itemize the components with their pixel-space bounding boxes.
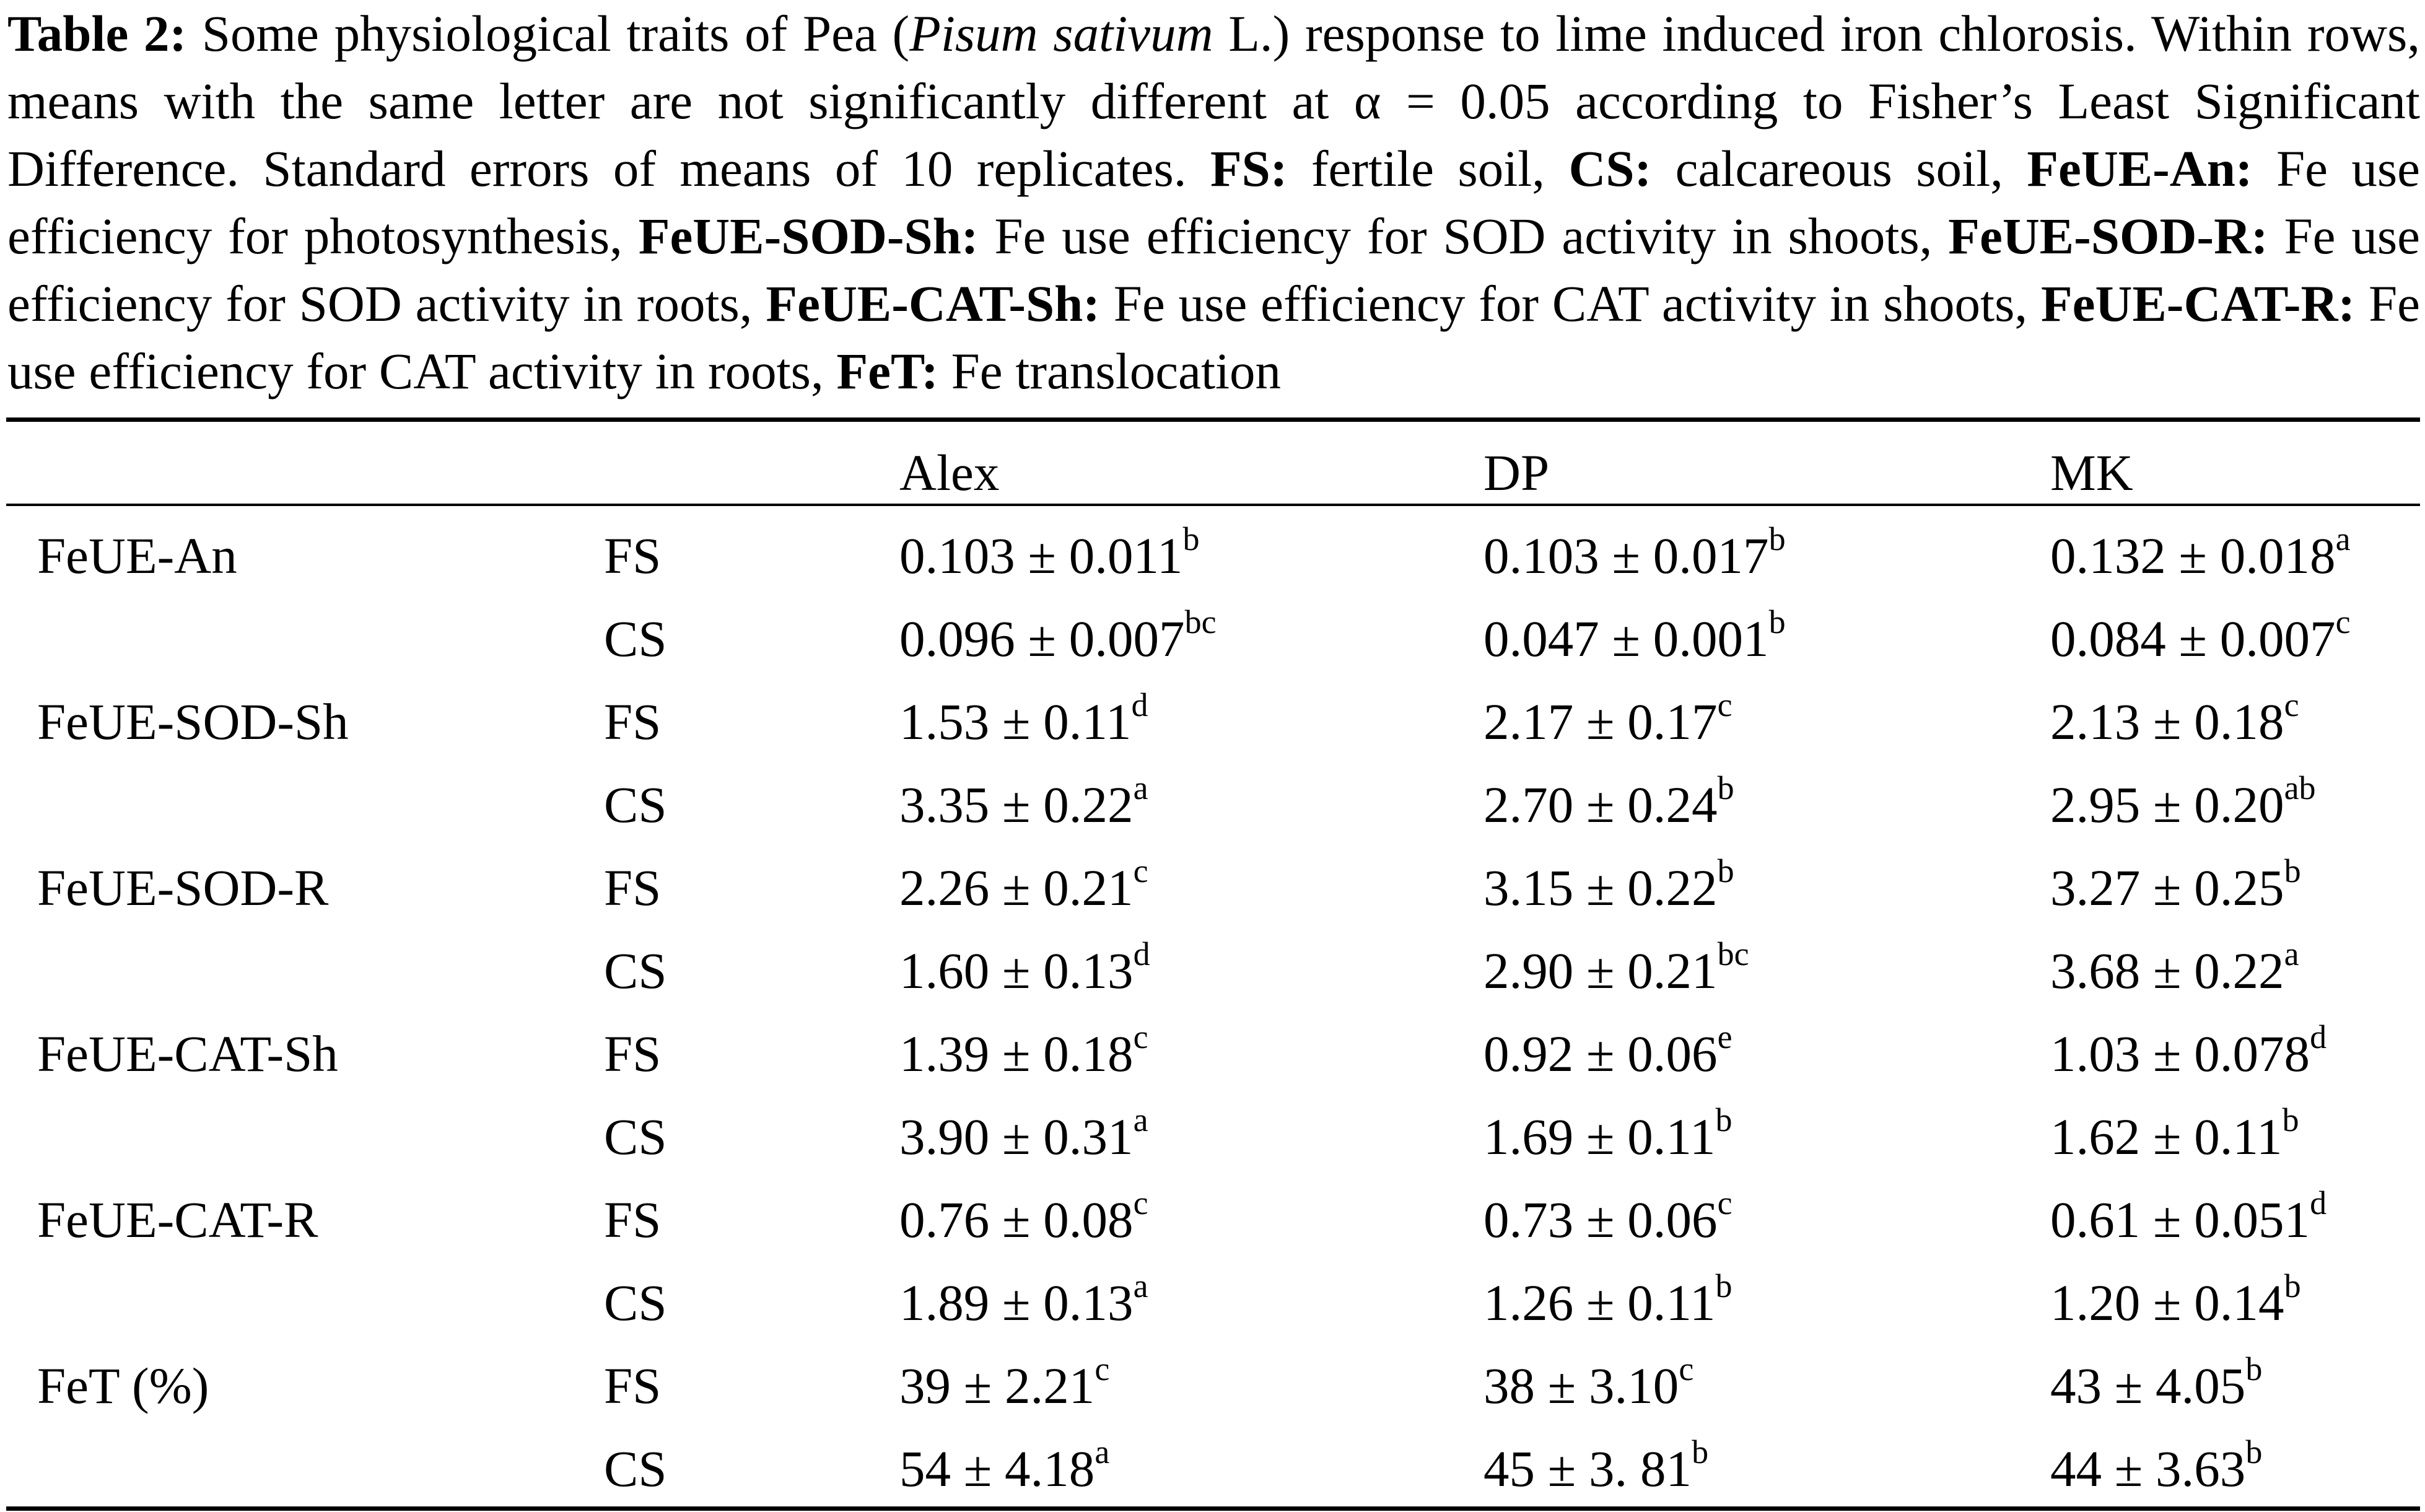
significance-letter: d bbox=[1131, 686, 1148, 724]
table-cell-dp bbox=[1483, 686, 1732, 750]
cell-value: 3.90 ± 0.31 bbox=[899, 1108, 1134, 1165]
row-condition: FS bbox=[604, 859, 662, 916]
table-cell-mk bbox=[2050, 1018, 2327, 1082]
cell-value: 0.103 ± 0.011 bbox=[899, 527, 1183, 584]
significance-letter: b bbox=[2245, 1350, 2263, 1388]
significance-letter: b bbox=[1715, 1101, 1732, 1139]
table-cell-alex bbox=[899, 603, 1217, 667]
caption-text: L.) response to lime induced iron chlorosis. Within rows, means with the same letter are not significantly different at α = 0.05 according to Fisher’s Least Significant Difference. Standard errors of means of 10 replicates. bbox=[7, 5, 2420, 197]
table-header-rule bbox=[6, 504, 2420, 506]
row-label: FeUE-An bbox=[37, 527, 237, 584]
table-cell-mk bbox=[2050, 1350, 2263, 1414]
table-cell-alex bbox=[899, 520, 1200, 584]
row-label: FeUE-CAT-Sh bbox=[37, 1025, 338, 1082]
table-cell-alex bbox=[899, 935, 1150, 999]
significance-letter: d bbox=[2310, 1184, 2327, 1222]
table-cell-alex bbox=[899, 1018, 1148, 1082]
row-label: FeUE-CAT-R bbox=[37, 1191, 318, 1248]
row-condition: CS bbox=[604, 942, 667, 999]
significance-letter: a bbox=[1133, 1101, 1148, 1139]
abbr-definition: Fe use efficiency for SOD activity in roots, bbox=[7, 208, 2420, 332]
row-condition: CS bbox=[604, 1440, 667, 1497]
table-cell-mk bbox=[2050, 686, 2299, 750]
row-condition: CS bbox=[604, 610, 667, 667]
row-condition: FS bbox=[604, 1025, 662, 1082]
table-bottom-rule bbox=[6, 1506, 2420, 1511]
significance-letter: b bbox=[2284, 852, 2301, 890]
significance-letter: e bbox=[1717, 1018, 1732, 1056]
cell-value: 3.35 ± 0.22 bbox=[899, 776, 1134, 833]
significance-letter: c bbox=[1717, 686, 1732, 724]
cell-value: 1.89 ± 0.13 bbox=[899, 1274, 1134, 1331]
significance-letter: c bbox=[1679, 1350, 1694, 1388]
column-header-alex: Alex bbox=[899, 444, 1000, 501]
abbr-definition: Fe use efficiency for photosynthesis, bbox=[7, 140, 2421, 264]
row-label: FeUE-SOD-Sh bbox=[37, 693, 349, 750]
significance-letter: a bbox=[2335, 520, 2351, 558]
table-cell-dp bbox=[1483, 1350, 1694, 1414]
cell-value: 1.60 ± 0.13 bbox=[899, 942, 1134, 999]
table-cell-mk bbox=[2050, 520, 2351, 584]
abbr-term: FeUE-SOD-R: bbox=[1948, 208, 2268, 264]
abbr-definition: Fe use efficiency for CAT activity in roots, bbox=[7, 275, 2420, 400]
cell-value: 0.132 ± 0.018 bbox=[2050, 527, 2336, 584]
row-condition: CS bbox=[604, 1274, 667, 1331]
significance-letter: bc bbox=[1717, 935, 1749, 973]
row-condition: FS bbox=[604, 527, 662, 584]
significance-letter: d bbox=[2310, 1018, 2327, 1056]
cell-value: 2.90 ± 0.21 bbox=[1483, 942, 1718, 999]
cell-value: 54 ± 4.18 bbox=[899, 1440, 1095, 1497]
cell-value: 44 ± 3.63 bbox=[2050, 1440, 2246, 1497]
table-cell-dp bbox=[1483, 1433, 1709, 1497]
caption-label: Table 2: bbox=[7, 5, 187, 62]
abbr-definition: Fe translocation bbox=[938, 343, 1282, 400]
table-cell-mk bbox=[2050, 935, 2299, 999]
column-header-dp: DP bbox=[1483, 444, 1550, 501]
significance-letter: b bbox=[1768, 520, 1786, 558]
cell-value: 1.62 ± 0.11 bbox=[2050, 1108, 2283, 1165]
table-cell-mk bbox=[2050, 1267, 2301, 1331]
table-cell-alex bbox=[899, 1350, 1110, 1414]
table-cell-alex bbox=[899, 852, 1148, 916]
abbr-definition: fertile soil, bbox=[1287, 140, 1569, 197]
cell-value: 0.103 ± 0.017 bbox=[1483, 527, 1769, 584]
significance-letter: ab bbox=[2284, 769, 2316, 807]
table-cell-dp bbox=[1483, 769, 1734, 833]
table-cell-alex bbox=[899, 769, 1148, 833]
abbr-term: FS: bbox=[1210, 140, 1288, 197]
table-cell-alex bbox=[899, 686, 1148, 750]
cell-value: 0.61 ± 0.051 bbox=[2050, 1191, 2310, 1248]
table-cell-mk bbox=[2050, 1433, 2263, 1497]
significance-letter: b bbox=[1715, 1267, 1732, 1305]
table-cell-alex bbox=[899, 1184, 1148, 1248]
cell-value: 0.92 ± 0.06 bbox=[1483, 1025, 1718, 1082]
cell-value: 0.084 ± 0.007 bbox=[2050, 610, 2336, 667]
abbr-term: FeUE-SOD-Sh: bbox=[638, 208, 979, 264]
cell-value: 3.15 ± 0.22 bbox=[1483, 859, 1718, 916]
row-condition: CS bbox=[604, 776, 667, 833]
caption-text: Some physiological traits of Pea ( bbox=[186, 5, 910, 62]
cell-value: 1.26 ± 0.11 bbox=[1483, 1274, 1716, 1331]
cell-value: 1.03 ± 0.078 bbox=[2050, 1025, 2310, 1082]
abbr-term: FeUE-An: bbox=[2027, 140, 2253, 197]
cell-value: 1.20 ± 0.14 bbox=[2050, 1274, 2284, 1331]
table-top-rule bbox=[6, 417, 2420, 422]
table-cell-alex bbox=[899, 1433, 1110, 1497]
cell-value: 0.73 ± 0.06 bbox=[1483, 1191, 1718, 1248]
row-label: FeUE-SOD-R bbox=[37, 859, 329, 916]
table-cell-mk bbox=[2050, 1101, 2299, 1165]
table-cell-dp bbox=[1483, 603, 1786, 667]
cell-value: 0.047 ± 0.001 bbox=[1483, 610, 1769, 667]
significance-letter: b bbox=[1717, 852, 1734, 890]
significance-letter: c bbox=[1133, 1184, 1148, 1222]
significance-letter: c bbox=[1133, 852, 1148, 890]
cell-value: 3.68 ± 0.22 bbox=[2050, 942, 2284, 999]
cell-value: 45 ± 3. 81 bbox=[1483, 1440, 1692, 1497]
table-cell-dp bbox=[1483, 852, 1734, 916]
abbr-term: CS: bbox=[1568, 140, 1652, 197]
table-cell-alex bbox=[899, 1267, 1148, 1331]
table-cell-dp bbox=[1483, 1018, 1732, 1082]
significance-letter: c bbox=[1717, 1184, 1732, 1222]
cell-value: 2.13 ± 0.18 bbox=[2050, 693, 2284, 750]
cell-value: 0.096 ± 0.007 bbox=[899, 610, 1185, 667]
significance-letter: b bbox=[2284, 1267, 2301, 1305]
significance-letter: a bbox=[1133, 1267, 1148, 1305]
row-condition: FS bbox=[604, 1191, 662, 1248]
cell-value: 1.39 ± 0.18 bbox=[899, 1025, 1134, 1082]
significance-letter: b bbox=[1717, 769, 1734, 807]
abbr-term: FeT: bbox=[836, 343, 938, 400]
table-cell-mk bbox=[2050, 603, 2351, 667]
caption-species: Pisum sativum bbox=[909, 5, 1213, 62]
significance-letter: c bbox=[2335, 603, 2351, 641]
significance-letter: b bbox=[1692, 1433, 1709, 1471]
row-condition: CS bbox=[604, 1108, 667, 1165]
significance-letter: bc bbox=[1184, 603, 1217, 641]
significance-letter: b bbox=[2245, 1433, 2263, 1471]
table-cell-dp bbox=[1483, 1101, 1732, 1165]
significance-letter: c bbox=[1095, 1350, 1110, 1388]
significance-letter: c bbox=[1133, 1018, 1148, 1056]
cell-value: 2.95 ± 0.20 bbox=[2050, 776, 2284, 833]
cell-value: 0.76 ± 0.08 bbox=[899, 1191, 1134, 1248]
significance-letter: d bbox=[1133, 935, 1150, 973]
table-cell-mk bbox=[2050, 769, 2316, 833]
cell-value: 2.26 ± 0.21 bbox=[899, 859, 1134, 916]
table-cell-dp bbox=[1483, 935, 1749, 999]
row-label: FeT (%) bbox=[37, 1357, 209, 1414]
column-header-mk: MK bbox=[2050, 444, 2133, 501]
cell-value: 3.27 ± 0.25 bbox=[2050, 859, 2284, 916]
table-cell-dp bbox=[1483, 1184, 1732, 1248]
significance-letter: b bbox=[1768, 603, 1786, 641]
cell-value: 43 ± 4.05 bbox=[2050, 1357, 2246, 1414]
abbr-definition: Fe use efficiency for SOD activity in shoots, bbox=[978, 208, 1949, 264]
table-cell-mk bbox=[2050, 852, 2301, 916]
significance-letter: a bbox=[1095, 1433, 1110, 1471]
abbr-definition: calcareous soil, bbox=[1651, 140, 2027, 197]
significance-letter: a bbox=[1133, 769, 1148, 807]
table-cell-mk bbox=[2050, 1184, 2327, 1248]
row-condition: FS bbox=[604, 693, 662, 750]
table-cell-dp bbox=[1483, 520, 1786, 584]
cell-value: 38 ± 3.10 bbox=[1483, 1357, 1679, 1414]
cell-value: 1.69 ± 0.11 bbox=[1483, 1108, 1716, 1165]
row-condition: FS bbox=[604, 1357, 662, 1414]
cell-value: 2.70 ± 0.24 bbox=[1483, 776, 1718, 833]
significance-letter: c bbox=[2284, 686, 2299, 724]
cell-value: 1.53 ± 0.11 bbox=[899, 693, 1132, 750]
significance-letter: a bbox=[2284, 935, 2299, 973]
table-cell-alex bbox=[899, 1101, 1148, 1165]
abbr-definition: Fe use efficiency for CAT activity in shoots, bbox=[1099, 275, 2041, 332]
cell-value: 39 ± 2.21 bbox=[899, 1357, 1095, 1414]
table-cell-dp bbox=[1483, 1267, 1732, 1331]
significance-letter: b bbox=[1182, 520, 1200, 558]
abbr-term: FeUE-CAT-Sh: bbox=[766, 275, 1100, 332]
abbr-term: FeUE-CAT-R: bbox=[2040, 275, 2356, 332]
table-caption bbox=[7, 0, 2420, 405]
significance-letter: b bbox=[2282, 1101, 2299, 1139]
cell-value: 2.17 ± 0.17 bbox=[1483, 693, 1718, 750]
